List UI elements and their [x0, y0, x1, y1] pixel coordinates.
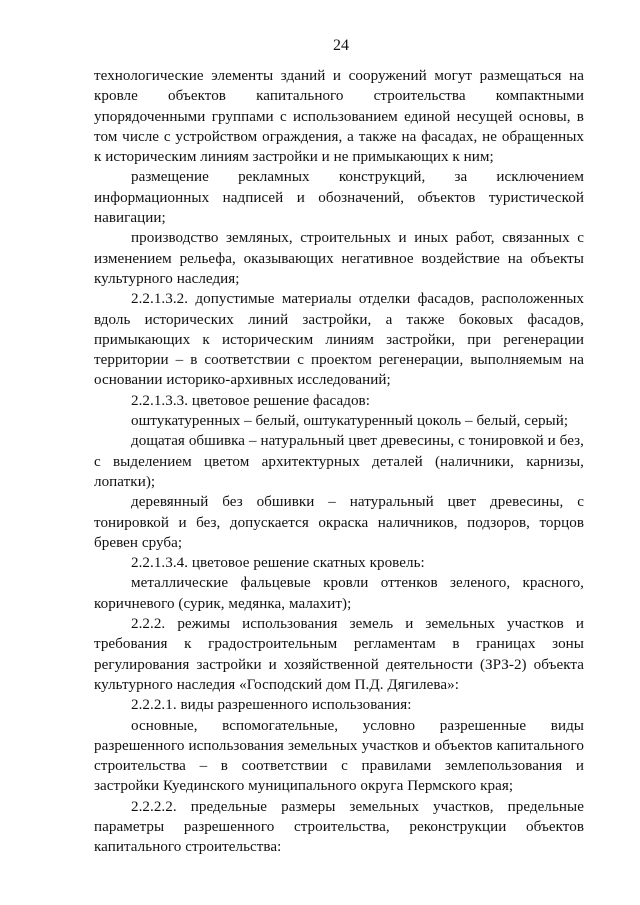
paragraph: дощатая обшивка – натуральный цвет древесины, с тонировкой и без, с выделением цветом архитектурных деталей (наличники, карнизы, лопатки); — [94, 433, 584, 490]
paragraph: металлические фальцевые кровли оттенков зеленого, красного, коричневого (сурик, медянка, малахит); — [94, 575, 584, 612]
document-page — [94, 36, 584, 858]
paragraph: основные, вспомогательные, условно разрешенные виды разрешенного использования земельных участков и объектов капитального строительства – в соответствии с правилами землепользования и застройки Куединского муниципального округа Пермского края; — [94, 717, 584, 795]
paragraph: 2.2.2.2. предельные размеры земельных участков, предельные параметры разрешенного строительства, реконструкции объектов капитального строительства: — [94, 798, 584, 856]
paragraph: оштукатуренных – белый, оштукатуренный цоколь – белый, серый; — [131, 413, 569, 430]
paragraph: размещение рекламных конструкций, за исключением информационных надписей и обозначений, объектов туристической навигации; — [94, 169, 584, 227]
paragraph: 2.2.2.1. виды разрешенного использования: — [131, 697, 412, 714]
document-body — [94, 66, 584, 858]
paragraph: 2.2.1.3.3. цветовое решение фасадов: — [131, 392, 370, 409]
paragraph: 2.2.1.3.2. допустимые материалы отделки фасадов, расположенных вдоль исторических линий застройки, а также боковых фасадов, примыкающих к историческим линиям застройки, при регенерации территории – в соответствии с проектом регенерации, выполняемым на основании историко-архивных исследований; — [94, 291, 584, 389]
paragraph: 2.2.1.3.4. цветовое решение скатных кровель: — [131, 555, 425, 572]
paragraph: деревянный без обшивки – натуральный цвет древесины, с тонировкой и без, допускается окраска наличников, подзоров, торцов бревен сруба; — [94, 494, 584, 551]
paragraph: 2.2.2. режимы использования земель и земельных участков и требования к градостроительным регламентам в границах зоны регулирования застройки и хозяйственной деятельности (ЗРЗ-2) объекта культурного наследия «Господский дом П.Д. Дягилева»: — [94, 616, 584, 693]
paragraph: технологические элементы зданий и сооружений могут размещаться на кровле объектов капитального строительства компактными упорядоченными группами с использованием единой несущей основы, в том числе с устройством ограждения, а также на фасадах, не обращенных к историческим линиям застройки и не примыкающих к ним; — [94, 68, 584, 166]
paragraph: производство земляных, строительных и иных работ, связанных с изменением рельефа, оказывающих негативное воздействие на объекты культурного наследия; — [94, 230, 584, 287]
page-number: 24 — [333, 37, 349, 54]
